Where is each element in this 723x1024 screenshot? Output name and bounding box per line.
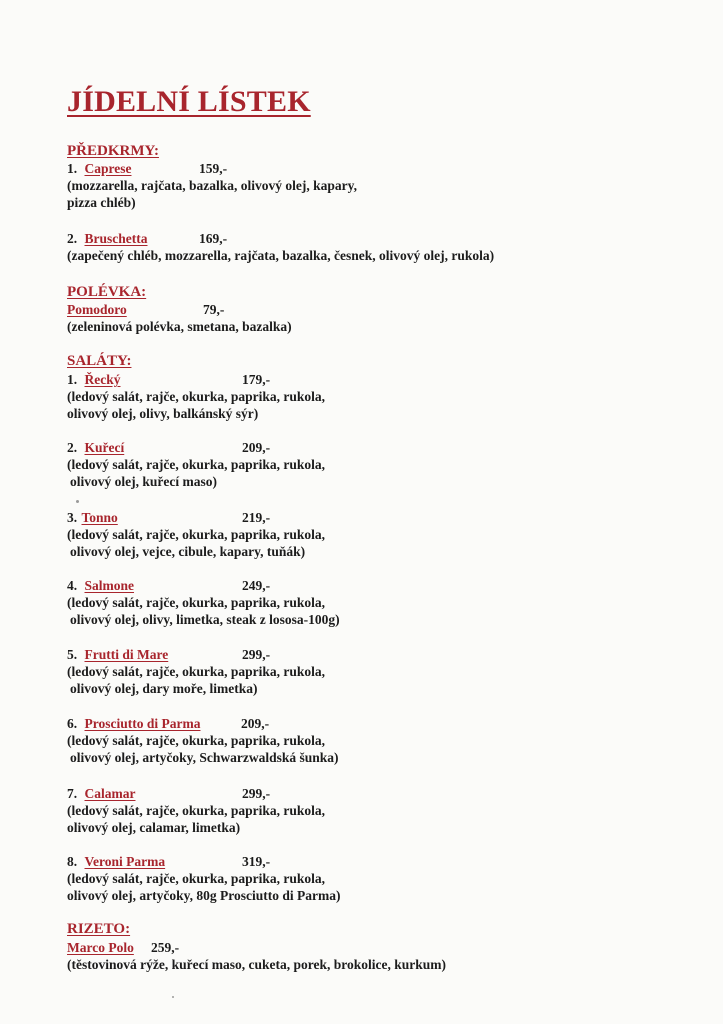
menu-item-tonno	[67, 509, 667, 560]
item-description: olivový olej, artyčoky, Schwarzwaldská šunka)	[70, 750, 339, 765]
item-name: Marco Polo	[67, 940, 134, 955]
menu-item-veroni-parma	[67, 853, 667, 904]
item-number: 5.	[67, 647, 78, 662]
menu-item-marco-polo	[67, 939, 667, 973]
section-heading: POLÉVKA:	[67, 284, 147, 300]
item-name: Pomodoro	[67, 302, 127, 317]
item-price: 169,-	[199, 231, 228, 246]
item-name: Tonno	[81, 510, 118, 525]
item-description: (ledový salát, rajče, okurka, paprika, rukola,	[67, 457, 326, 472]
item-number: 7.	[67, 786, 78, 801]
item-description: olivový olej, dary moře, limetka)	[70, 681, 258, 696]
item-description: olivový olej, vejce, cibule, kapary, tuňák)	[70, 544, 306, 559]
section-heading: PŘEDKRMY:	[67, 143, 159, 159]
item-name: Kuřecí	[84, 440, 125, 455]
item-number: 1.	[67, 161, 78, 176]
item-name: Salmone	[84, 578, 135, 593]
item-price: 249,-	[242, 578, 271, 593]
item-price: 299,-	[242, 786, 271, 801]
page-title: JÍDELNÍ LÍSTEK	[67, 85, 311, 118]
item-description: pizza chléb)	[67, 195, 136, 210]
item-name: Prosciutto di Parma	[84, 716, 201, 731]
menu-item-caprese	[67, 160, 667, 211]
scan-speck	[172, 996, 174, 998]
item-description: (ledový salát, rajče, okurka, paprika, rukola,	[67, 733, 326, 748]
item-price: 179,-	[242, 372, 271, 387]
item-description: olivový olej, artyčoky, 80g Prosciutto di Parma)	[67, 888, 341, 903]
item-price: 79,-	[203, 302, 225, 317]
item-name: Calamar	[84, 786, 136, 801]
item-description: (zapečený chléb, mozzarella, rajčata, bazalka, česnek, olivový olej, rukola)	[67, 248, 495, 263]
item-number: 4.	[67, 578, 78, 593]
menu-item-pomodoro	[67, 301, 667, 335]
menu-item-calamar	[67, 785, 667, 836]
item-price: 159,-	[199, 161, 228, 176]
item-price: 299,-	[242, 647, 271, 662]
item-description: olivový olej, olivy, balkánský sýr)	[67, 406, 259, 421]
menu-item-frutti-di-mare	[67, 646, 667, 697]
item-number: 1.	[67, 372, 78, 387]
item-description: (ledový salát, rajče, okurka, paprika, rukola,	[67, 664, 326, 679]
scan-speck	[76, 500, 79, 503]
item-name: Veroni Parma	[84, 854, 166, 869]
item-description: (ledový salát, rajče, okurka, paprika, rukola,	[67, 803, 326, 818]
section-heading: RIZETO:	[67, 921, 131, 937]
item-description: olivový olej, olivy, limetka, steak z lososa-100g)	[70, 612, 340, 627]
menu-item-recky	[67, 371, 667, 422]
menu-item-bruschetta	[67, 230, 667, 264]
menu-item-kureci	[67, 439, 667, 490]
item-description: olivový olej, kuřecí maso)	[70, 474, 217, 489]
item-description: (ledový salát, rajče, okurka, paprika, rukola,	[67, 871, 326, 886]
item-number: 2.	[67, 440, 78, 455]
item-price: 259,-	[151, 940, 180, 955]
section-heading: SALÁTY:	[67, 353, 132, 369]
item-name: Řecký	[84, 372, 121, 387]
item-description: olivový olej, calamar, limetka)	[67, 820, 241, 835]
menu-item-prosciutto-di-parma	[67, 715, 667, 766]
menu-item-salmone	[67, 577, 667, 628]
item-number: 6.	[67, 716, 78, 731]
item-description: (ledový salát, rajče, okurka, paprika, rukola,	[67, 595, 326, 610]
item-name: Caprese	[84, 161, 132, 176]
item-number: 3.	[67, 510, 78, 525]
section-rizeto	[67, 920, 667, 972]
item-description: (mozzarella, rajčata, bazalka, olivový olej, kapary,	[67, 178, 357, 193]
item-number: 8.	[67, 854, 78, 869]
item-price: 209,-	[242, 440, 271, 455]
item-price: 209,-	[241, 716, 270, 731]
item-name: Frutti di Mare	[84, 647, 169, 662]
section-predkrmy	[67, 142, 667, 263]
item-name: Bruschetta	[84, 231, 148, 246]
item-price: 319,-	[242, 854, 271, 869]
item-description: (zeleninová polévka, smetana, bazalka)	[67, 319, 292, 334]
item-description: (ledový salát, rajče, okurka, paprika, rukola,	[67, 389, 326, 404]
section-salaty	[67, 352, 667, 903]
item-description: (ledový salát, rajče, okurka, paprika, rukola,	[67, 527, 326, 542]
item-description: (těstovinová rýže, kuřecí maso, cuketa, porek, brokolice, kurkum)	[67, 957, 446, 972]
section-polevka	[67, 283, 667, 334]
item-number: 2.	[67, 231, 78, 246]
item-price: 219,-	[242, 510, 271, 525]
